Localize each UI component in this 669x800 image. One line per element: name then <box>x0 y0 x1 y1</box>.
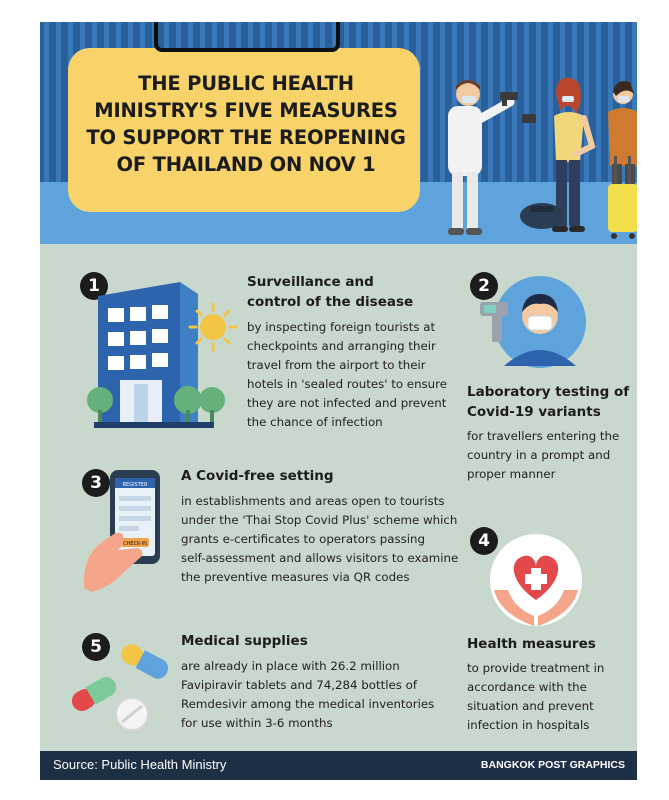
footer-bar <box>40 751 637 780</box>
hotel-windows <box>108 305 168 370</box>
title-clip <box>154 22 340 52</box>
measure-3-heading: A Covid-free setting <box>181 468 334 484</box>
measure-2-heading: Laboratory testing of Covid-19 variants <box>467 384 630 420</box>
pill-capsule-icon <box>64 636 176 736</box>
tablet-icon <box>116 698 148 730</box>
graphics-credit: BANGKOK POST GRAPHICS <box>480 759 625 771</box>
measure-2-text: for travellers entering the country in a prompt and proper manner <box>467 429 620 481</box>
measure-1-number: 1 <box>80 272 108 300</box>
measure-4-number: 4 <box>470 527 498 555</box>
smartphone-hand-icon <box>78 464 190 594</box>
measure-5-text: are already in place with 26.2 million Favipiravir tablets and 74,284 bottles of Remdesivir among the medical inventories for use within 3-6 months <box>181 659 435 730</box>
background-stripe <box>44 22 49 182</box>
source-text: Source: Public Health Ministry <box>53 757 227 772</box>
doctor-mask-icon <box>478 274 588 374</box>
measure-3-text: in establishments and areas open to tourists under the 'Thai Stop Covid Plus' scheme which grants e-certificates to operators passing self-assessment and allows visitors to examine the preventive measures via QR codes <box>181 494 459 584</box>
phone-checkin-label: CHECK-IN <box>123 541 147 547</box>
measure-5-heading: Medical supplies <box>181 633 308 649</box>
measure-5-number: 5 <box>82 633 110 661</box>
measure-4-text: to provide treatment in accordance with the situation and prevent infection in hospitals <box>467 661 605 732</box>
measure-2-number: 2 <box>470 272 498 300</box>
measure-4-heading: Health measures <box>467 636 596 652</box>
infographic-card <box>40 22 637 780</box>
sun-icon <box>188 302 238 352</box>
tourist-woman-icon <box>520 78 592 232</box>
airport-screening-scene <box>438 54 637 244</box>
phone-header-label: REGISTER <box>122 482 148 488</box>
heart-hands-icon <box>480 530 584 630</box>
header-banner <box>40 22 637 244</box>
measure-1-text: by inspecting foreign tourists at checkpoints and arranging their travel from the airport to their hotels in 'sealed routes' to ensure they are not infected and prevent the chance of infection <box>247 320 448 429</box>
measure-1-heading: Surveillance and control of the disease <box>247 274 414 310</box>
measure-3-number: 3 <box>82 469 110 497</box>
background-stripe <box>428 22 433 182</box>
background-stripe <box>56 22 61 182</box>
page-title: THE PUBLIC HEALTH MINISTRY'S FIVE MEASURES TO SUPPORT THE REOPENING OF THAILAND ON NOV 1 <box>86 72 406 176</box>
